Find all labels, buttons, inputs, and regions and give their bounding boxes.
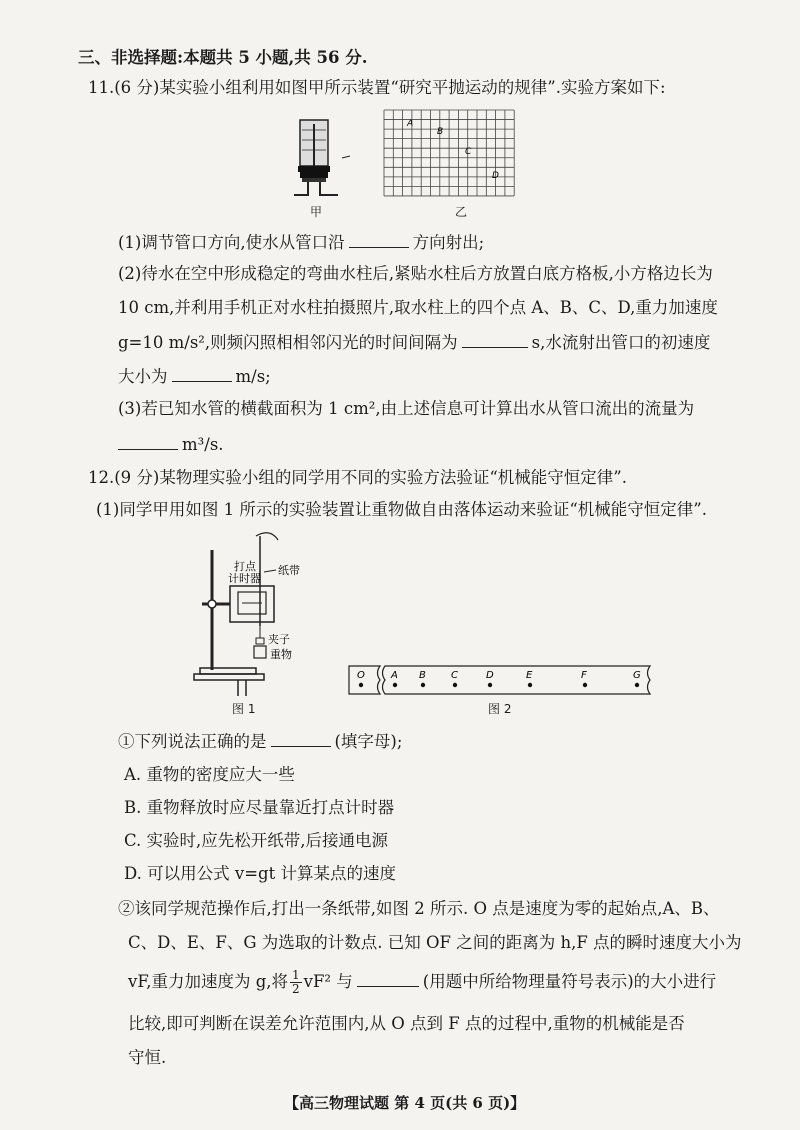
q11-flow-blank[interactable] — [118, 431, 178, 450]
q11-part2-text-a: g=10 m/s²,则频闪照相相邻闪光的时间间隔为 — [118, 333, 458, 352]
q11-part2-text-d: m/s; — [235, 367, 271, 386]
fig1-caption: 图 1 — [232, 702, 256, 716]
tape-label-b: B — [419, 670, 426, 681]
q11-part2-line4 — [118, 363, 271, 389]
q11-velocity-blank[interactable] — [172, 363, 232, 382]
fraction-numerator: 1 — [292, 968, 300, 982]
q12-sub1-text-b: (填字母); — [334, 732, 403, 751]
fig1-label-weight: 重物 — [270, 648, 292, 661]
q11-grid-figure — [380, 106, 520, 202]
q11-part1-blank[interactable] — [349, 229, 409, 248]
tape-label-c: C — [451, 670, 458, 681]
q12-option-d: D. 可以用公式 v=gt 计算某点的速度 — [124, 864, 396, 883]
q12-sub2-line2: C、D、E、F、G 为选取的计数点. 已知 OF 之间的距离为 h,F 点的瞬时速度大小为 — [128, 933, 742, 952]
q12-sub2-text-a: vF,重力加速度为 g,将 — [128, 972, 288, 991]
q11-part3-line1: (3)若已知水管的横截面积为 1 cm²,由上述信息可计算出水从管口流出的流量为 — [118, 399, 695, 418]
q11-apparatus-figure — [290, 110, 360, 210]
tape-label-d: D — [486, 670, 494, 681]
tape-dot-f — [583, 683, 587, 687]
q12-sub2-line5: 守恒. — [128, 1048, 167, 1067]
tape-dot-o — [359, 683, 363, 687]
q11-part2-line3 — [118, 329, 710, 355]
tape-label-o: O — [357, 670, 365, 681]
q11-part2-line1: (2)待水在空中形成稳定的弯曲水柱后,紧贴水柱后方放置白底方格板,小方格边长为 — [118, 264, 713, 283]
q11-part3-line2 — [118, 431, 224, 457]
q12-sub2-line1: ②该同学规范操作后,打出一条纸带,如图 2 所示. O 点是速度为零的起始点,A、B、 — [118, 899, 720, 918]
q12-sub1-text-a: ①下列说法正确的是 — [118, 732, 267, 751]
fig1-label-timer: 打点 — [234, 560, 256, 573]
q12-stem: 12.(9 分)某物理实验小组的同学用不同的实验方法验证“机械能守恒定律”. — [88, 468, 627, 487]
q12-sub2-text-c: (用题中所给物理量符号表示)的大小进行 — [422, 972, 717, 991]
q12-sub2-line4: 比较,即可判断在误差允许范围内,从 O 点到 F 点的过程中,重物的机械能是否 — [128, 1014, 685, 1033]
tape-dot-a — [393, 683, 397, 687]
tape-dot-e — [528, 683, 532, 687]
fraction-denominator: 2 — [292, 982, 300, 996]
page-footer: 【高三物理试题 第 4 页(共 6 页)】 — [284, 1094, 526, 1112]
q11-fig-yi-caption: 乙 — [455, 205, 468, 219]
tape-dot-g — [635, 683, 639, 687]
q11-interval-blank[interactable] — [462, 329, 528, 348]
q12-expression-blank[interactable] — [357, 968, 419, 987]
grid-point-a: A — [407, 119, 414, 129]
tape-dot-b — [421, 683, 425, 687]
q12-choice-blank[interactable] — [271, 728, 331, 747]
q11-part2-text-c: 大小为 — [118, 367, 168, 386]
fig1-label-timer2: 计时器 — [228, 572, 261, 585]
fig2-caption: 图 2 — [488, 702, 512, 716]
q11-fig-jia-caption: 甲 — [310, 205, 323, 219]
section-title: 三、非选择题:本题共 5 小题,共 56 分. — [78, 48, 368, 67]
q11-part1-text-b: 方向射出; — [412, 233, 485, 252]
q11-part2-line2: 10 cm,并利用手机正对水柱拍摄照片,取水柱上的四个点 A、B、C、D,重力加速度 — [118, 298, 718, 317]
q11-part3-text: m³/s. — [182, 435, 224, 454]
q11-part1 — [118, 229, 484, 255]
q12-apparatus-figure — [190, 530, 340, 700]
q12-option-c: C. 实验时,应先松开纸带,后接通电源 — [124, 831, 389, 850]
q12-sub2-line3 — [128, 966, 716, 998]
q11-part2-text-b: s,水流射出管口的初速度 — [531, 333, 711, 352]
q12-sub2-text-b: vF² 与 — [303, 972, 353, 991]
tape-dot-d — [488, 683, 492, 687]
q11-stem: 11.(6 分)某实验小组利用如图甲所示装置“研究平抛运动的规律”.实验方案如下: — [88, 78, 666, 97]
tape-label-g: G — [633, 670, 641, 681]
tape-label-a: A — [391, 670, 398, 681]
fig1-label-clip: 夹子 — [268, 633, 290, 646]
fig1-label-tape: 纸带 — [278, 564, 300, 577]
tape-label-e: E — [526, 670, 533, 681]
grid-point-b: B — [437, 127, 444, 137]
tape-dot-c — [453, 683, 457, 687]
q12-option-b: B. 重物释放时应尽量靠近打点计时器 — [124, 798, 395, 817]
q11-part1-text-a: (1)调节管口方向,使水从管口沿 — [118, 233, 345, 252]
q12-sub1 — [118, 728, 402, 754]
grid-point-c: C — [465, 147, 472, 157]
grid-point-d: D — [492, 171, 499, 181]
q12-option-a: A. 重物的密度应大一些 — [124, 765, 295, 784]
q12-part1: (1)同学甲用如图 1 所示的实验装置让重物做自由落体运动来验证“机械能守恒定律”. — [96, 500, 707, 519]
one-half-fraction — [290, 969, 302, 996]
q12-tape-figure — [345, 662, 660, 698]
tape-label-f: F — [581, 670, 587, 681]
